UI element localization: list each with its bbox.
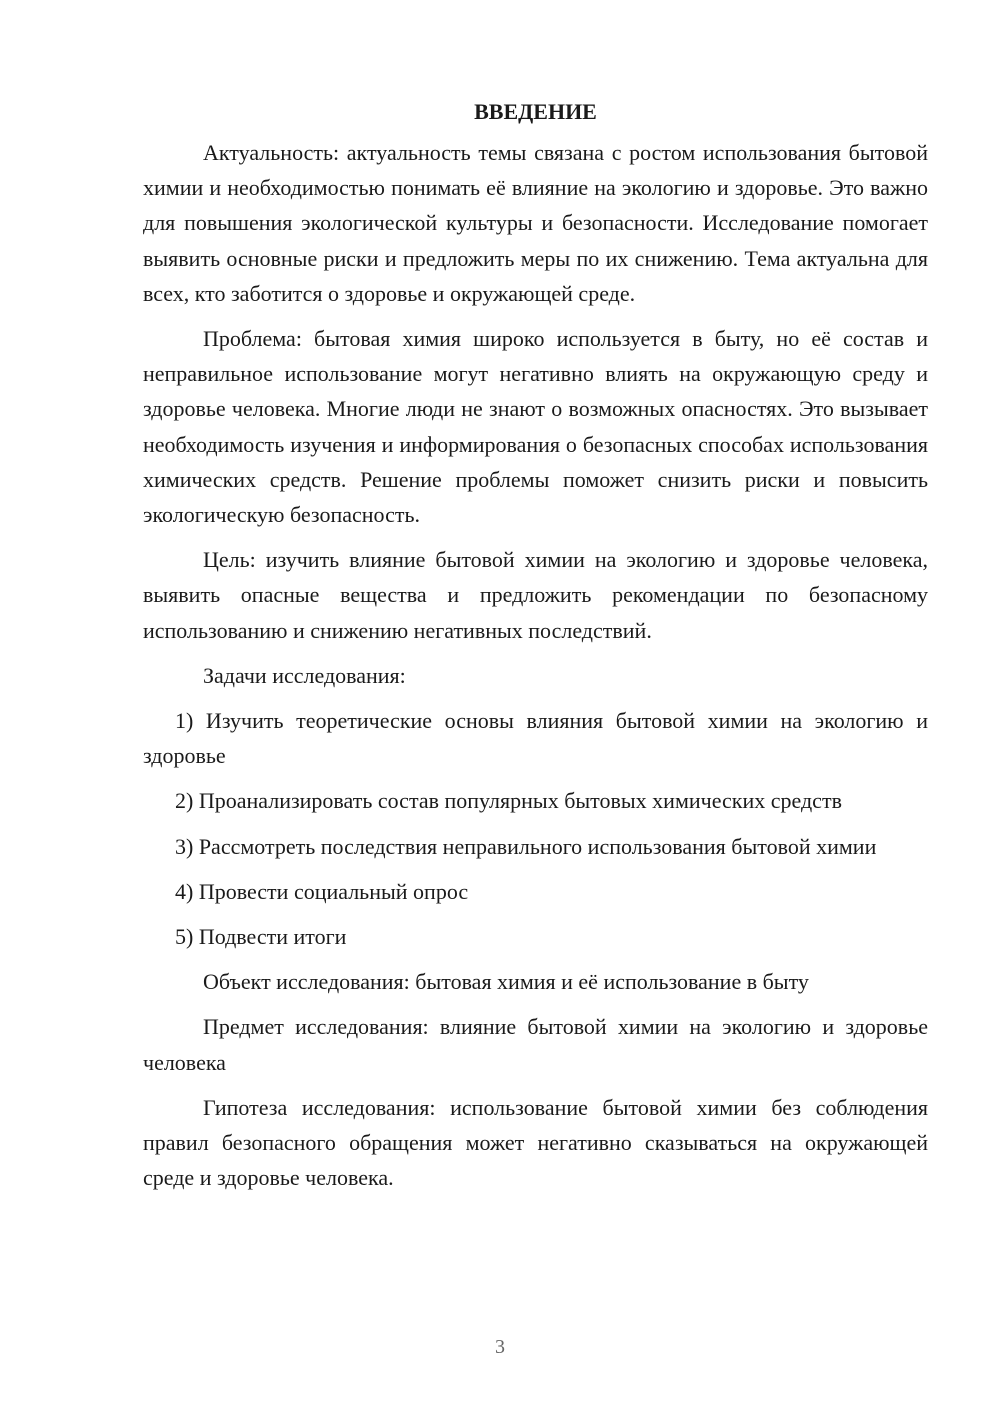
page-number: 3: [495, 1336, 505, 1358]
task-item-1: 1) Изучить теоретические основы влияния бытовой химии на экологию и здоровье: [143, 708, 928, 769]
hypothesis-paragraph: Гипотеза исследования: использование бытовой химии без соблюдения правил безопасного обращения может негативно сказываться на окружающей среде и здоровье человека.: [143, 1094, 928, 1191]
tasks-heading: Задачи исследования:: [203, 662, 406, 688]
task-item-4: 4) Провести социальный опрос: [175, 878, 469, 904]
relevance-paragraph: Актуальность: актуальность темы связана с ростом использования бытовой химии и необходимостью понимать её влияние на экологию и здоровье. Это важно для повышения экологической культуры и безопасности. Исследование помогает выявить основные риски и предложить меры по их снижению. Тема актуальна для всех, кто заботится о здоровье и окружающей среде.: [143, 140, 928, 306]
task-item-2: 2) Проанализировать состав популярных бытовых химических средств: [175, 788, 842, 814]
object-paragraph: Объект исследования: бытовая химия и её использование в быту: [203, 969, 809, 995]
goal-paragraph: Цель: изучить влияние бытовой химии на экологию и здоровье человека, выявить опасные вещества и предложить рекомендации по безопасному использованию и снижению негативных последствий.: [143, 547, 928, 643]
page-content: [143, 94, 928, 1205]
task-item-3: 3) Рассмотреть последствия неправильного использования бытовой химии: [175, 833, 877, 859]
task-item-5: 5) Подвести итоги: [175, 924, 347, 950]
subject-paragraph: Предмет исследования: влияние бытовой химии на экологию и здоровье человека: [143, 1014, 928, 1075]
problem-paragraph: Проблема: бытовая химия широко используется в быту, но её состав и неправильное использование могут негативно влиять на окружающую среду и здоровье человека. Многие люди не знают о возможных опасностях. Это вызывает необходимость изучения и информирования о безопасных способах использования химических средств. Решение проблемы поможет снизить риски и повысить экологическую безопасность.: [143, 326, 928, 528]
page-title: ВВЕДЕНИЕ: [474, 99, 597, 124]
